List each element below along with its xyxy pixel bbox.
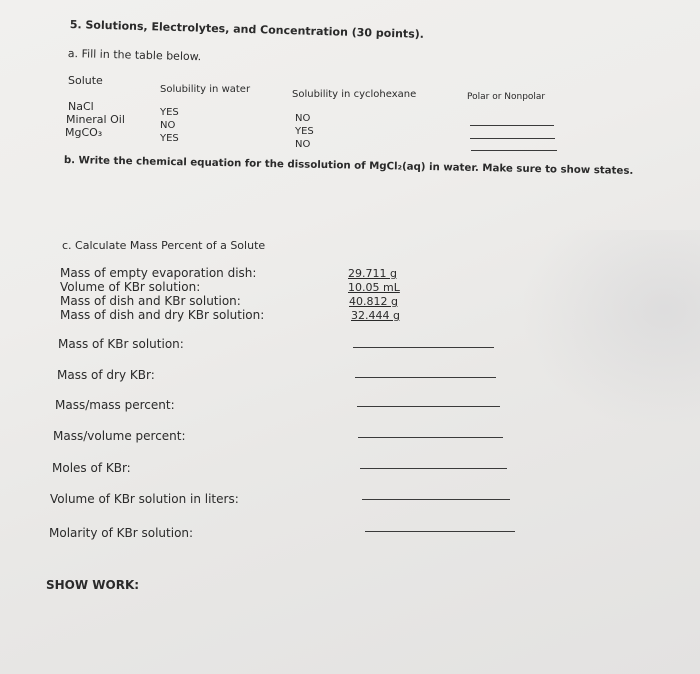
question-mass-kbr-solution: Mass of KBr solution: bbox=[58, 337, 184, 351]
header-polarity: Polar or Nonpolar bbox=[467, 92, 546, 102]
part-c-title: c. Calculate Mass Percent of a Solute bbox=[62, 239, 266, 252]
question-mass-volume-percent: Mass/volume percent: bbox=[53, 429, 186, 443]
answer-blank-5[interactable] bbox=[360, 468, 507, 469]
answer-blank-2[interactable] bbox=[355, 377, 496, 378]
question-volume-liters: Volume of KBr solution in liters: bbox=[50, 492, 239, 506]
given-value-2: 10.05 mL bbox=[348, 281, 400, 294]
given-label-3: Mass of dish and KBr solution: bbox=[60, 294, 241, 308]
polarity-blank-2[interactable] bbox=[470, 138, 555, 139]
row-solute-1: NaCl bbox=[68, 100, 94, 113]
question-mass-dry-kbr: Mass of dry KBr: bbox=[57, 368, 155, 382]
header-water: Solubility in water bbox=[160, 84, 251, 95]
row-cyclo-2: YES bbox=[295, 126, 314, 137]
answer-blank-4[interactable] bbox=[358, 437, 503, 438]
row-water-1: YES bbox=[160, 107, 179, 118]
section-heading: 5. Solutions, Electrolytes, and Concentration (30 points). bbox=[69, 18, 425, 41]
polarity-blank-3[interactable] bbox=[471, 150, 557, 151]
given-label-2: Volume of KBr solution: bbox=[60, 280, 201, 294]
paper-shadow bbox=[520, 230, 700, 430]
row-solute-2: Mineral Oil bbox=[66, 113, 125, 126]
part-b-question: b. Write the chemical equation for the dissolution of MgCl₂(aq) in water. Make sure to show states. bbox=[63, 155, 634, 177]
question-moles-kbr: Moles of KBr: bbox=[52, 461, 131, 475]
given-value-1: 29.711 g bbox=[348, 267, 397, 280]
answer-blank-6[interactable] bbox=[362, 499, 510, 500]
answer-blank-7[interactable] bbox=[365, 531, 515, 532]
part-a-instruction: a. Fill in the table below. bbox=[67, 47, 202, 64]
answer-blank-1[interactable] bbox=[353, 347, 494, 348]
polarity-blank-1[interactable] bbox=[470, 125, 554, 126]
row-cyclo-1: NO bbox=[295, 113, 311, 124]
row-water-3: YES bbox=[160, 133, 179, 144]
given-value-4: 32.444 g bbox=[351, 309, 400, 322]
answer-blank-3[interactable] bbox=[357, 406, 500, 407]
header-solute: Solute bbox=[68, 74, 103, 87]
question-mass-mass-percent: Mass/mass percent: bbox=[55, 398, 175, 412]
header-cyclohexane: Solubility in cyclohexane bbox=[292, 89, 417, 100]
given-label-1: Mass of empty evaporation dish: bbox=[60, 266, 257, 280]
question-molarity: Molarity of KBr solution: bbox=[49, 526, 194, 540]
show-work-label: SHOW WORK: bbox=[46, 578, 140, 592]
given-label-4: Mass of dish and dry KBr solution: bbox=[60, 308, 265, 322]
given-value-3: 40.812 g bbox=[349, 295, 398, 308]
row-solute-3: MgCO₃ bbox=[65, 126, 103, 139]
row-water-2: NO bbox=[160, 120, 176, 131]
row-cyclo-3: NO bbox=[295, 139, 311, 150]
